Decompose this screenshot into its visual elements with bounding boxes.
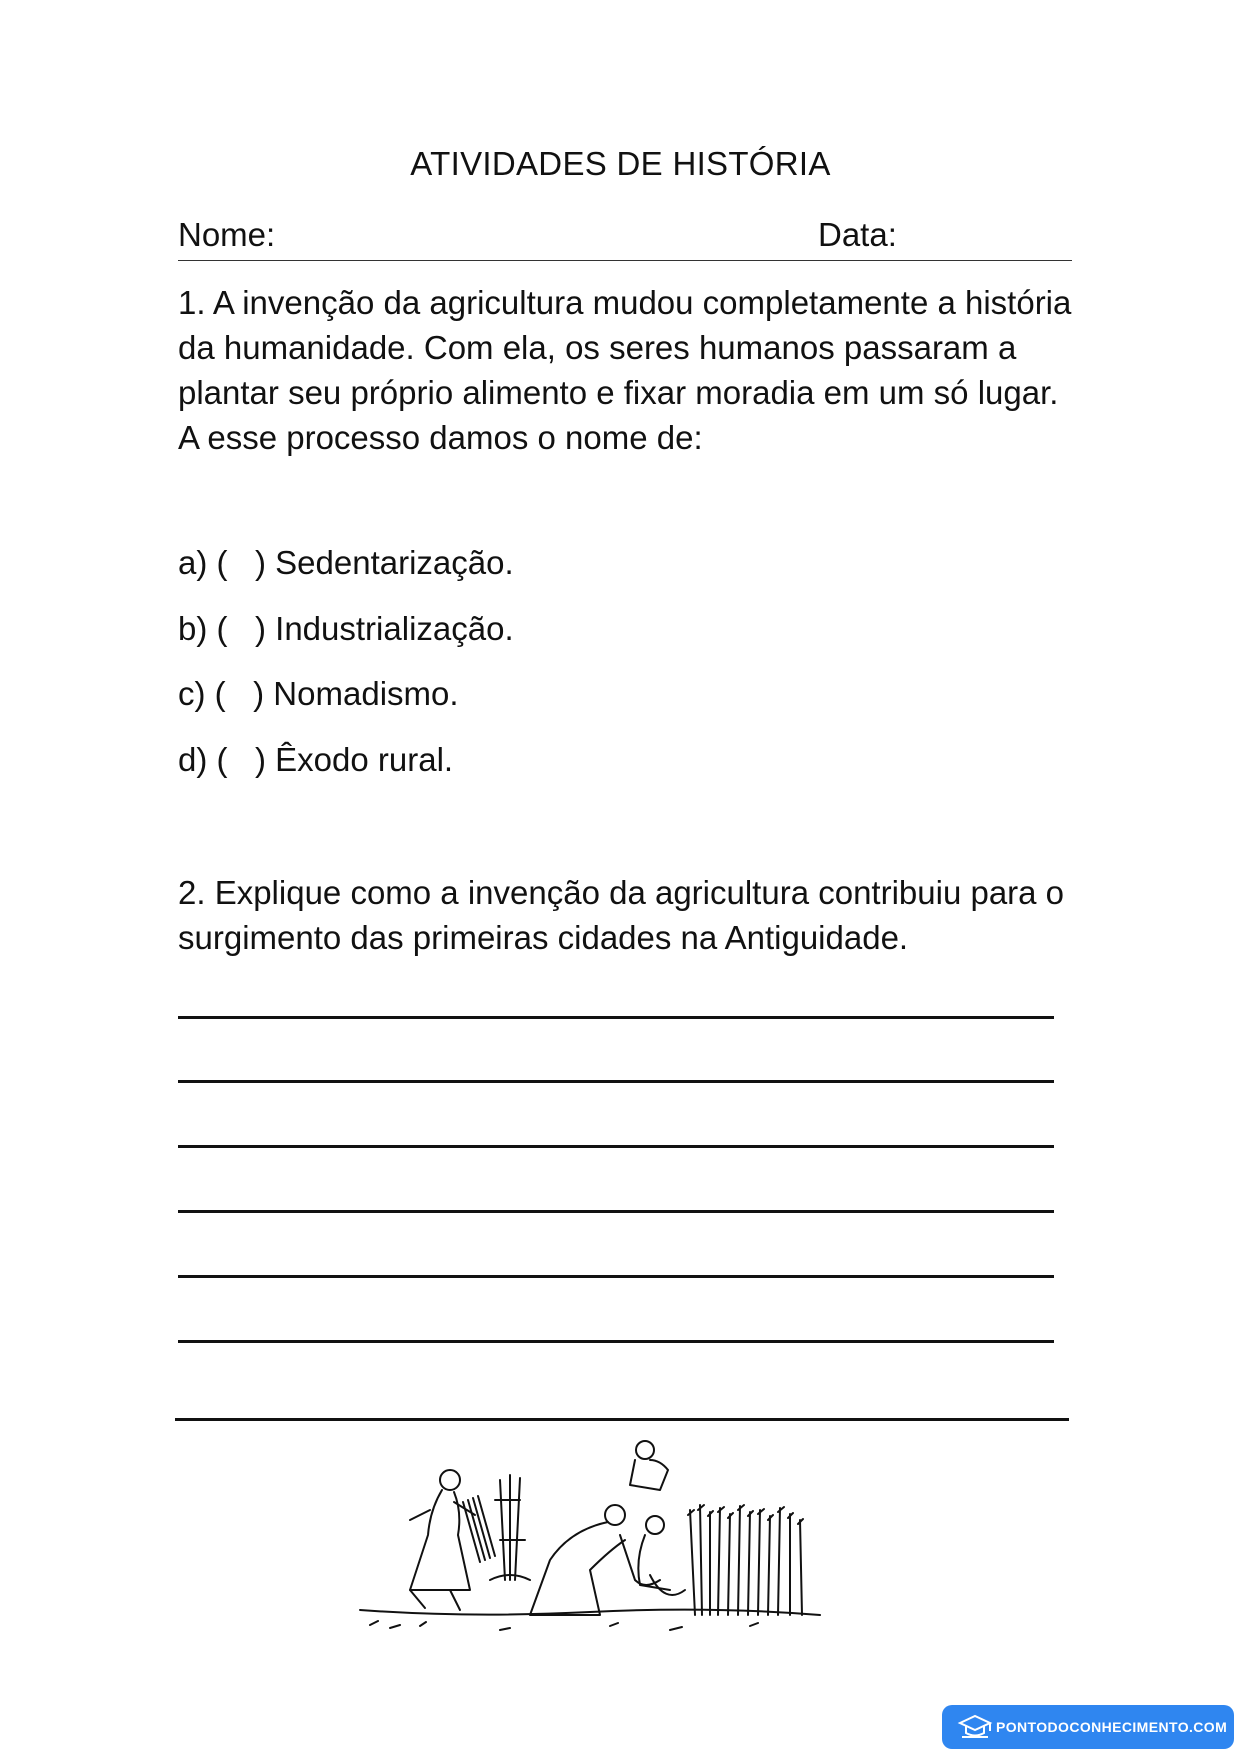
option-d[interactable]: d) ( ) Êxodo rural.: [178, 740, 454, 778]
site-badge[interactable]: [942, 1705, 1234, 1749]
answer-line-7[interactable]: [175, 1418, 1069, 1421]
answer-line-6[interactable]: [178, 1340, 1054, 1343]
answer-line-2[interactable]: [178, 1080, 1054, 1083]
option-a[interactable]: a) ( ) Sedentarização.: [178, 544, 514, 581]
answer-line-4[interactable]: [178, 1210, 1054, 1213]
question-2-text: 2. Explique como a invenção da agricultura contribuiu para o surgimento das primeiras cidades na Antiguidade.: [178, 874, 1065, 956]
option-b[interactable]: b) ( ) Industrialização.: [178, 609, 514, 647]
answer-line-1[interactable]: [178, 1016, 1054, 1019]
answer-line-5[interactable]: [178, 1275, 1054, 1278]
option-c[interactable]: c) ( ) Nomadismo.: [178, 675, 459, 712]
question-1-options: [178, 540, 514, 802]
harvest-illustration: [350, 1440, 830, 1640]
question-1-text: 1. A invenção da agricultura mudou completamente a história da humanidade. Com ela, os seres humanos passaram a plantar seu próprio alimento e fixar moradia em um só lugar. A esse processo damos o nome de:: [178, 284, 1072, 456]
name-date-row: [178, 212, 1072, 261]
page-title: ATIVIDADES DE HISTÓRIA: [410, 145, 831, 182]
answer-line-3[interactable]: [178, 1145, 1054, 1148]
date-label: Data:: [818, 216, 897, 253]
site-name: PONTODOCONHECIMENTO.COM: [996, 1719, 1228, 1735]
graduation-cap-icon: [956, 1711, 994, 1743]
name-label: Nome:: [178, 216, 276, 253]
